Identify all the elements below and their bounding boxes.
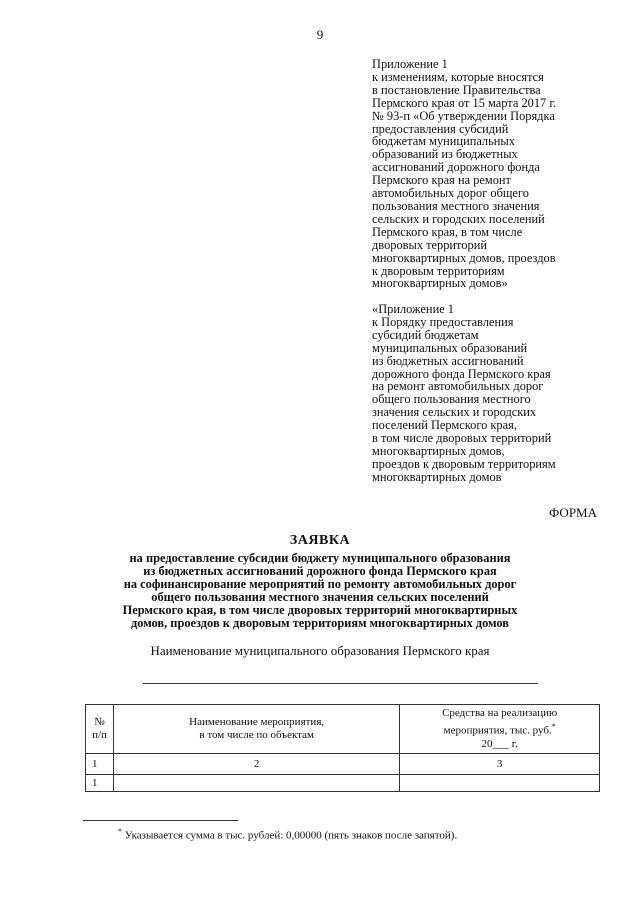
header-text: 20___ г. <box>481 737 518 750</box>
table-cell: 3 <box>400 754 600 775</box>
appendix-line: предоставления субсидий <box>372 121 509 136</box>
appendix-line: к изменениям, которые вносятся <box>372 69 544 84</box>
document-title: ЗАЯВКА <box>289 533 351 548</box>
footnote-divider <box>83 820 238 821</box>
appendix-line: многоквартирных домов, проездов <box>372 250 556 265</box>
table-row <box>86 754 600 775</box>
table-cell[interactable] <box>113 775 399 792</box>
appendix-reference-amendments <box>372 58 612 290</box>
footnote-text: Указывается сумма в тыс. рублей: 0,00000 (пять знаков после запятой). <box>122 829 458 842</box>
document-subtitle <box>80 552 560 629</box>
appendix-line: сельских и городских поселений <box>372 211 545 226</box>
appendix-line: значения сельских и городских <box>372 405 537 420</box>
appendix-line: Пермского края на ремонт <box>372 173 511 188</box>
appendix-line: к дворовым территориям <box>372 263 505 278</box>
appendix-line: общего пользования местного <box>372 392 531 407</box>
appendix-line: № 93-п «Об утверждении Порядка <box>372 108 555 123</box>
footnote-mark: * <box>118 827 122 836</box>
appendix-line: дворовых территорий <box>372 237 487 252</box>
table-row <box>86 775 600 792</box>
table-cell[interactable] <box>400 775 600 792</box>
header-text: № <box>94 716 105 728</box>
request-table <box>85 704 600 792</box>
footnote-mark: * <box>551 722 556 732</box>
footnote <box>118 827 457 842</box>
header-number <box>86 705 114 754</box>
appendix-line: в том числе дворовых территорий <box>372 431 552 446</box>
appendix-line: на ремонт автомобильных дорог <box>372 379 544 394</box>
subtitle-line: домов, проездов к дворовым территориям многоквартирных домов <box>131 615 509 630</box>
appendix-reference-procedure <box>372 303 612 484</box>
appendix-line: Пермского края, в том числе <box>372 224 523 239</box>
appendix-line: из бюджетных ассигнований <box>372 353 524 368</box>
municipality-label: Наименование муниципального образования Пермского края <box>150 643 490 658</box>
appendix-line: Приложение 1 <box>372 57 448 71</box>
appendix-line: многоквартирных домов <box>372 469 502 484</box>
appendix-line: образований из бюджетных <box>372 147 518 162</box>
appendix-line: автомобильных дорог общего <box>372 186 529 201</box>
subtitle-line: Пермского края, в том числе дворовых территорий многоквартирных <box>122 602 518 617</box>
appendix-line: проездов к дворовым территориям <box>372 456 556 471</box>
appendix-line: в постановление Правительства <box>372 82 541 97</box>
header-funds <box>400 705 600 754</box>
appendix-line: Пермского края от 15 марта 2017 г. <box>372 95 557 110</box>
subtitle-line: на предоставление субсидии бюджету муниципального образования <box>129 551 511 565</box>
appendix-line: поселений Пермского края, <box>372 418 517 433</box>
table-cell: 1 <box>86 775 114 792</box>
header-text: Наименование мероприятия, <box>189 716 325 728</box>
table-header-row <box>86 705 600 754</box>
appendix-line: ассигнований дорожного фонда <box>372 160 540 175</box>
appendix-line: пользования местного значения <box>372 198 540 213</box>
subtitle-line: на софинансирование мероприятий по ремонту автомобильных дорог <box>123 576 517 591</box>
form-label: ФОРМА <box>549 505 597 520</box>
appendix-line: муниципальных образований <box>372 340 528 355</box>
subtitle-line: из бюджетных ассигнований дорожного фонда Пермского края <box>143 563 497 578</box>
header-text: мероприятия, тыс. руб. <box>443 724 552 737</box>
appendix-line: многоквартирных домов» <box>372 276 508 291</box>
appendix-line: дорожного фонда Пермского края <box>372 366 551 381</box>
header-measure-name <box>113 705 399 754</box>
table-cell: 1 <box>86 754 114 775</box>
appendix-line: бюджетам муниципальных <box>372 134 515 149</box>
appendix-line: многоквартирных домов, <box>372 443 505 458</box>
subtitle-line: общего пользования местного значения сельских поселений <box>151 589 489 604</box>
page-number: 9 <box>316 27 324 42</box>
header-text: п/п <box>92 729 107 741</box>
header-text: Средства на реализацию <box>442 707 558 720</box>
table-cell: 2 <box>113 754 399 775</box>
municipality-fill-line <box>143 683 538 684</box>
appendix-line: к Порядку предоставления <box>372 314 514 329</box>
appendix-line: «Приложение 1 <box>372 302 454 316</box>
appendix-line: субсидий бюджетам <box>372 327 479 342</box>
header-text: в том числе по объектам <box>199 729 314 741</box>
